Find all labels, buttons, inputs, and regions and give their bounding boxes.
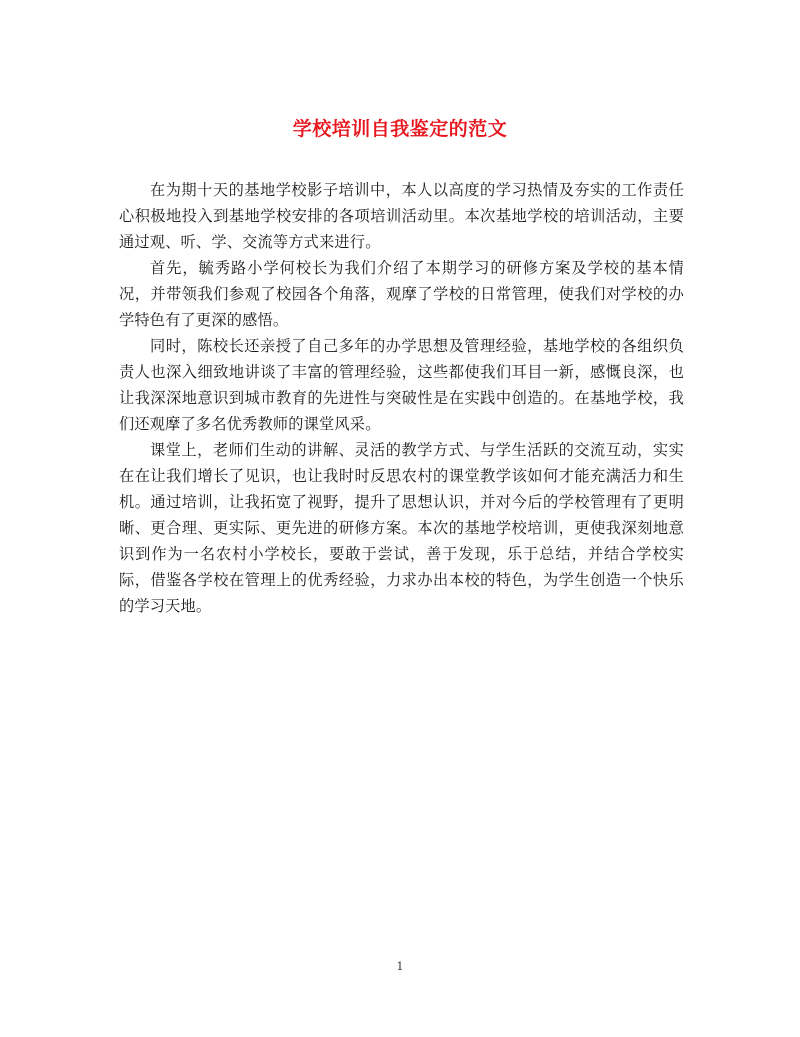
paragraph-3: 同时，陈校长还亲授了自己多年的办学思想及管理经验，基地学校的各组织负责人也深入细致地讲谈了丰富的管理经验，这些都使我们耳目一新，感慨良深，也让我深深地意识到城市教育的先进性与突破性是在实践中创造的。在基地学校，我们还观摩了多名优秀教师的课堂风采。 bbox=[119, 337, 684, 433]
paragraph-4: 课堂上，老师们生动的讲解、灵活的教学方式、与学生活跃的交流互动，实实在在让我们增长了见识，也让我时时反思农村的课堂教学该如何才能充满活力和生机。通过培训，让我拓宽了视野，提升了思想认识，并对今后的学校管理有了更明晰、更合理、更实际、更先进的研修方案。本次的基地学校培训，更使我深刻地意识到作为一名农村小学校长，要敢于尝试，善于发现，乐于总结，并结合学校实际，借鉴各学校在管理上的优秀经验，力求办出本校的特色，为学生创造一个快乐的学习天地。 bbox=[119, 441, 684, 615]
document-body bbox=[119, 177, 684, 619]
page-number: 1 bbox=[396, 960, 404, 973]
paragraph-1: 在为期十天的基地学校影子培训中，本人以高度的学习热情及夯实的工作责任心积极地投入到基地学校安排的各项培训活动里。本次基地学校的培训活动，主要通过观、听、学、交流等方式来进行。 bbox=[119, 181, 684, 251]
paragraph-2: 首先，毓秀路小学何校长为我们介绍了本期学习的研修方案及学校的基本情况，并带领我们参观了校园各个角落，观摩了学校的日常管理，使我们对学校的办学特色有了更深的感悟。 bbox=[119, 259, 684, 329]
document-title: 学校培训自我鉴定的范文 bbox=[292, 118, 508, 140]
